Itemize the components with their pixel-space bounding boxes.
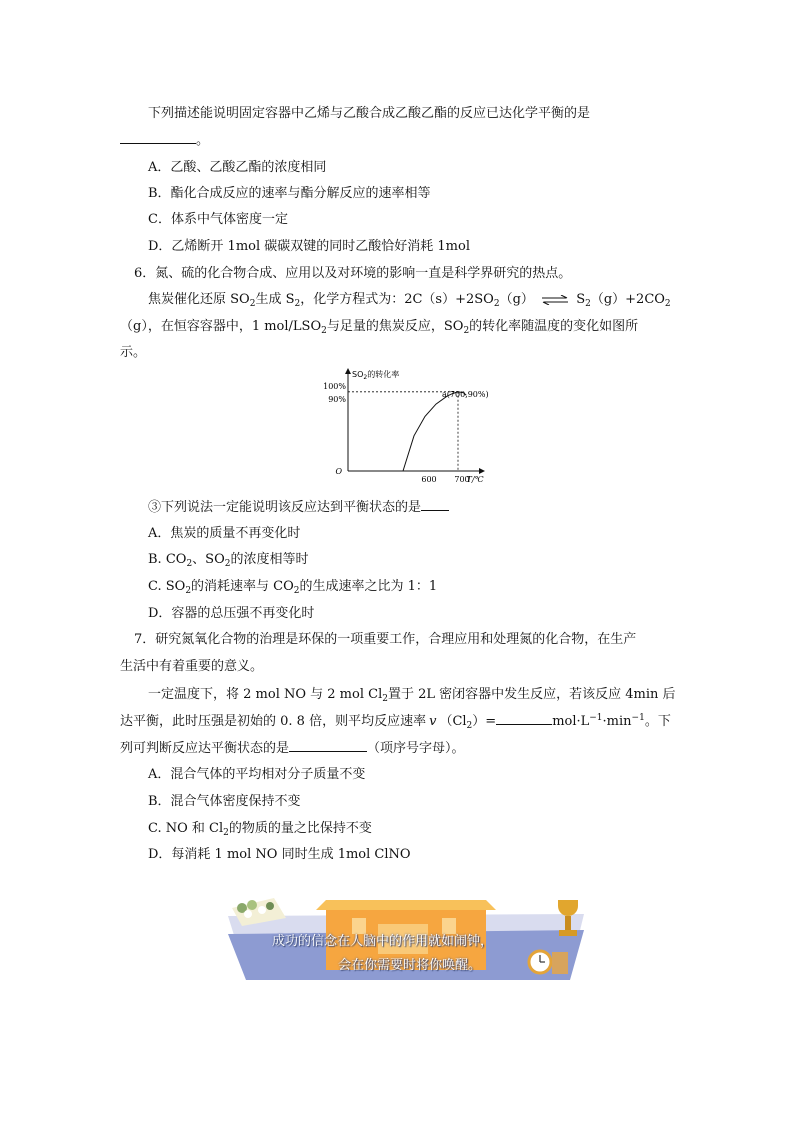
q5-stem: 下列描述能说明固定容器中乙烯与乙酸合成乙酸乙酯的反应已达化学平衡的是 <box>148 106 591 121</box>
q5-answer-blank[interactable] <box>120 131 196 144</box>
q6-question: ③下列说法一定能说明该反应达到平衡状态的是 <box>148 498 449 517</box>
q7-paragraph-2: 达平衡，此时压强是初始的 0. 8 倍，则平均反应速率 v $(Cl_2)= mol\cdot L^{-1}\cdot\min^{-1}$。下 <box>120 713 671 731</box>
chart-origin: O <box>335 467 342 476</box>
q6-option-b: B. $CO_2$、$SO_2$的浓度相等时 <box>148 552 309 569</box>
q6-title: 6．氮、硫的化合物合成、应用以及对环境的影响一直是科学界研究的热点。 <box>134 266 572 281</box>
q5-option-d: D．乙烯断开 1mol 碳碳双键的同时乙酸恰好消耗 1mol <box>148 239 470 254</box>
q6-option-a: A．焦炭的质量不再变化时 <box>148 526 301 541</box>
q7-option-d: D．每消耗 1 mol NO 同时生成 1mol ClNO <box>148 847 411 862</box>
q5-answer-line: 。 <box>120 131 209 150</box>
q6-paragraph-1: 焦炭催化还原 $SO_2$生成 $S_2$，化学方程式为：$2C(s)+2SO_2(g)$ $S_2(g)+2CO_2$ <box>148 292 671 309</box>
q7-title-2: 生活中有着重要的意义。 <box>120 659 264 674</box>
q7-paragraph-3: 列可判断反应达平衡状态的是 （项序号字母）。 <box>120 741 465 756</box>
point-a-label: a(700,90%) <box>442 390 489 399</box>
chart-xlabel: T/℃ <box>466 475 484 484</box>
q7-title-1: 7．研究氮氧化合物的治理是环保的一项重要工作，合理应用和处理氮的化合物，在生产 <box>134 632 637 647</box>
q5-option-c: C．体系中气体密度一定 <box>148 212 288 227</box>
q6-option-d: D．容器的总压强不再变化时 <box>148 606 315 621</box>
banner-line-1: 成功的信念在人脑中的作用就如闹钟， <box>272 934 494 949</box>
q6-answer-blank[interactable] <box>421 498 449 511</box>
y-tick-100: 100% <box>323 382 346 391</box>
q5-option-a: A．乙酸、乙酸乙酯的浓度相同 <box>148 160 327 175</box>
conversion-curve <box>403 392 466 471</box>
alarm-clock-icon <box>529 951 568 974</box>
q6-paragraph-2: （g），在恒容容器中，1 mol/$LSO_2$与足量的焦炭反应，$SO_2$的转化率随温度的变化如图所 <box>120 319 639 336</box>
q6-option-c: C. $SO_2$的消耗速率与 $CO_2$的生成速率之比为 1：1 <box>148 579 438 596</box>
x-tick-600: 600 <box>421 475 437 484</box>
q7-option-b: B．混合气体密度保持不变 <box>148 794 301 809</box>
q7-rate-blank[interactable] <box>496 712 552 725</box>
q7-option-a: A．混合气体的平均相对分子质量不变 <box>148 767 366 782</box>
q5-option-b: B．酯化合成反应的速率与酯分解反应的速率相等 <box>148 186 431 201</box>
chart-ylabel: $SO_2$的转化率 <box>352 370 400 381</box>
y-tick-90: 90% <box>328 395 346 404</box>
motivational-banner <box>228 896 584 982</box>
banner-line-2: 会在你需要时将你唤醒。 <box>338 958 482 973</box>
q7-paragraph-1: 一定温度下，将 2 mol NO 与 2 mol $Cl_2$置于 2L 密闭容器中发生反应，若该反应 4min 后 <box>148 687 676 704</box>
q7-choice-blank[interactable] <box>289 739 367 752</box>
q6-paragraph-3: 示。 <box>120 345 147 360</box>
equilibrium-arrow-icon <box>540 295 570 305</box>
x-tick-700: 700 <box>454 475 470 484</box>
q7-option-c: C. NO 和 $Cl_2$的物质的量之比保持不变 <box>148 821 372 838</box>
so2-conversion-chart <box>322 364 490 486</box>
